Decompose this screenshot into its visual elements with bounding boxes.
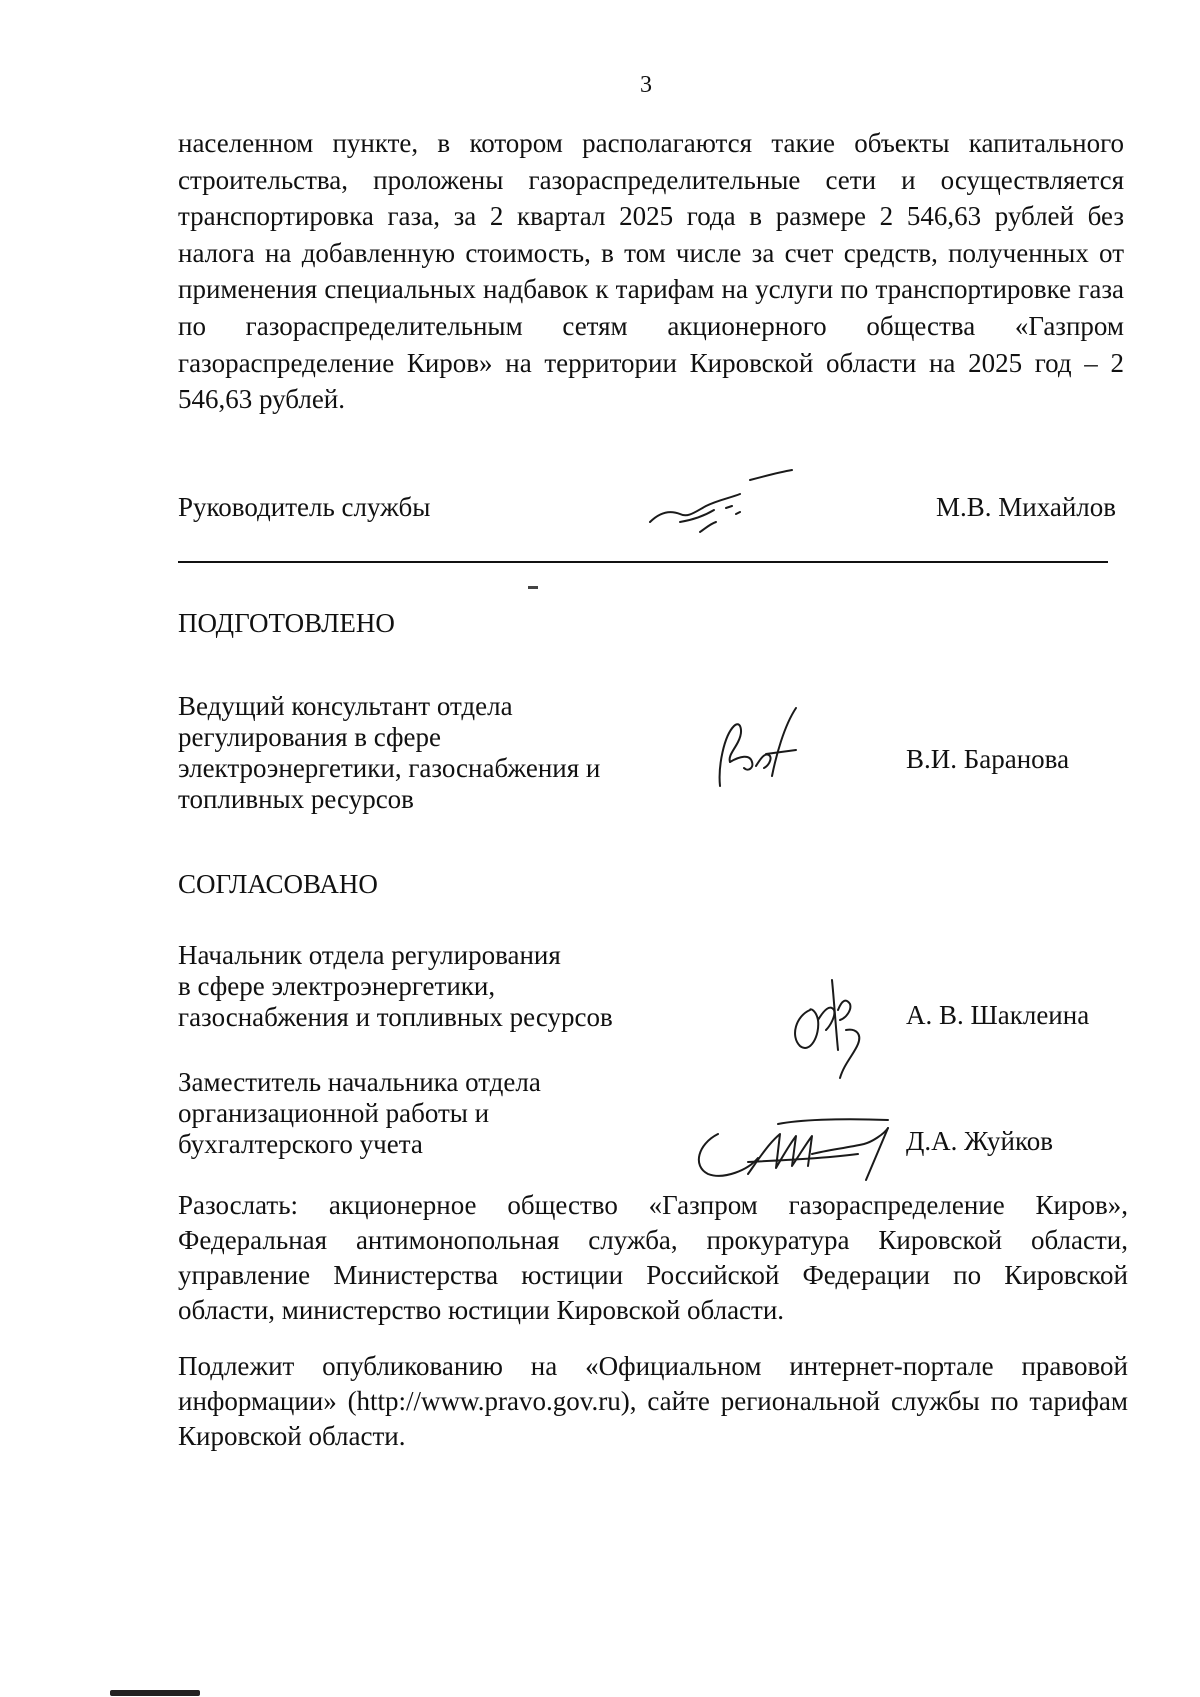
prepared-heading: ПОДГОТОВЛЕНО <box>178 608 395 638</box>
scan-edge-mark <box>110 1690 200 1696</box>
agreed-signer-1-signature-image <box>780 970 880 1080</box>
head-title: Руководитель службы <box>178 492 431 522</box>
scan-mark <box>528 586 538 589</box>
agreed-heading: СОГЛАСОВАНО <box>178 869 378 899</box>
intro-paragraph: населенном пункте, в котором располагаются такие объекты капитального строительства, проложены газораспределительные сети и осуществляется транспортировка газа, за 2 квартал 2025 года в размере 2 546,63 рублей без налога на добавленную стоимость, в том числе за счет средств, полученных от применения специальных надбавок к тарифам на услуги по транспортировке газа по газораспределительным сетям акционерного общества «Газпром газораспределение Киров» на территории Кировской области на 2025 год – 2 546,63 рублей. <box>178 128 1124 415</box>
distribution-paragraph: Разослать: акционерное общество «Газпром газораспределение Киров», Федеральная антимонопольная служба, прокуратура Кировской области, управление Министерства юстиции Российской Федерации по Кировской области, министерство юстиции Кировской области. <box>178 1190 1128 1325</box>
publication-paragraph: Подлежит опубликованию на «Официальном интернет-портале правовой информации» (http://www.pravo.gov.ru), сайте региональной службы по тарифам Кировской области. <box>178 1351 1128 1451</box>
head-signature-image <box>640 462 840 542</box>
agreed-signer-1-position: Начальник отдела регулирования в сфере электроэнергетики, газоснабжения и топливных ресурсов <box>178 940 613 1032</box>
prepared-name: В.И. Баранова <box>906 744 1070 774</box>
separator-line <box>178 561 1108 563</box>
prepared-signature-image <box>700 706 810 796</box>
agreed-signer-2-position: Заместитель начальника отдела организационной работы и бухгалтерского учета <box>178 1067 541 1159</box>
head-name: М.В. Михайлов <box>936 492 1117 522</box>
agreed-signer-2-signature-image <box>688 1104 898 1184</box>
agreed-signer-2-name: Д.А. Жуйков <box>906 1126 1053 1156</box>
page-number: 3 <box>640 72 652 98</box>
prepared-position: Ведущий консультант отдела регулирования в сфере электроэнергетики, газоснабжения и топливных ресурсов <box>178 691 601 814</box>
agreed-signer-1-name: А. В. Шаклеина <box>906 1000 1090 1030</box>
